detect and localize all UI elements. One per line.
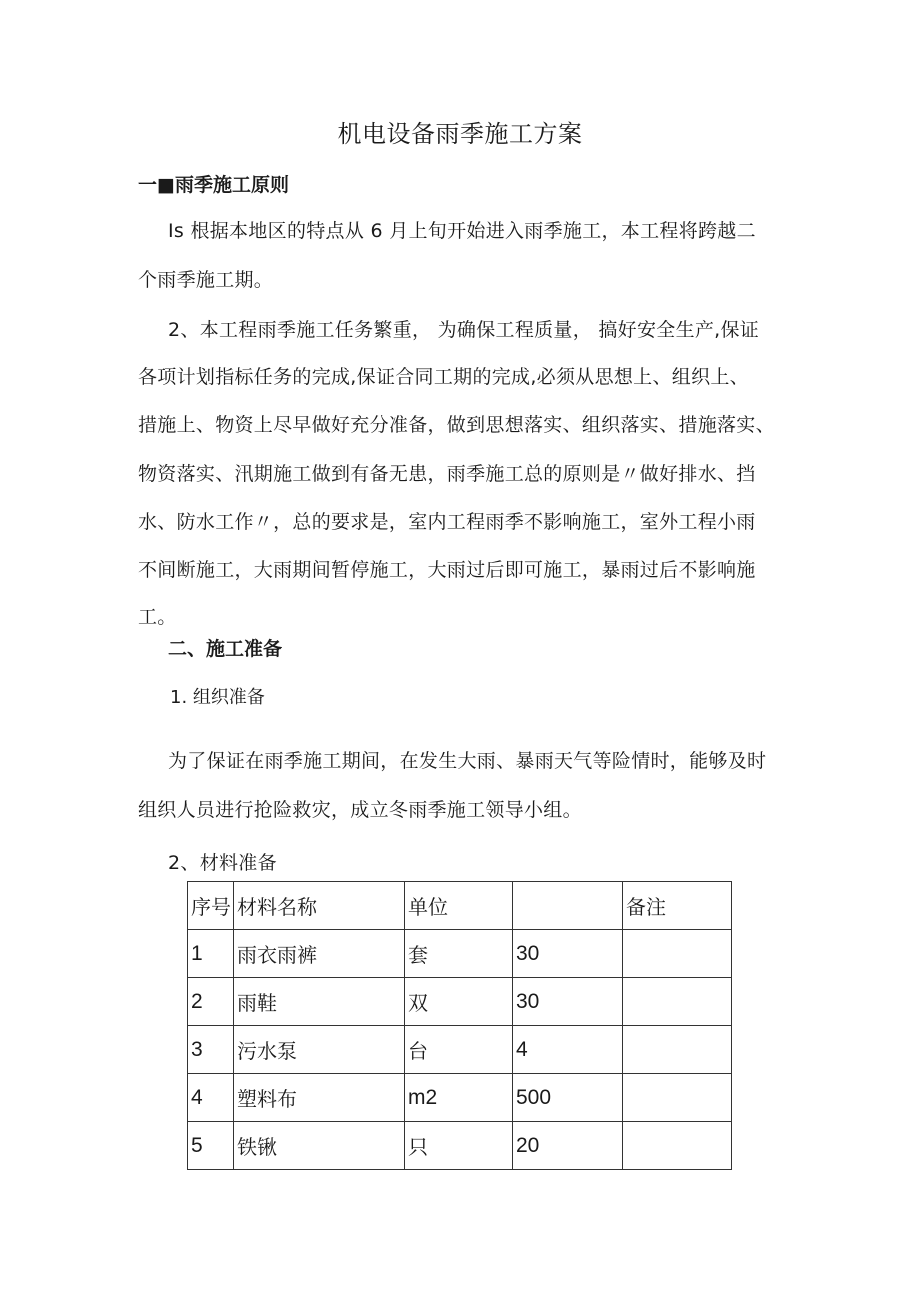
section-2-heading: 二、施工准备	[168, 638, 283, 660]
subsection-heading: 2、材料准备	[168, 852, 277, 874]
table-cell	[623, 1122, 732, 1170]
header-cell: 材料名称	[234, 882, 405, 930]
paragraph-line: 组织人员进行抢险救灾，成立冬雨季施工领导小组。	[138, 799, 582, 821]
table-cell: 500	[513, 1074, 623, 1122]
section-1-heading: 一■雨季施工原则	[138, 174, 289, 196]
table-cell: 双	[405, 978, 513, 1026]
table-cell: 4	[513, 1026, 623, 1074]
table-cell: 3	[188, 1026, 234, 1074]
table-cell: 台	[405, 1026, 513, 1074]
table-cell: 30	[513, 930, 623, 978]
table-cell	[623, 1074, 732, 1122]
table-cell: 2	[188, 978, 234, 1026]
paragraph-line: 不间断施工，大雨期间暂停施工，大雨过后即可施工，暴雨过后不影响施	[138, 559, 756, 581]
table-header-row	[188, 882, 732, 930]
table-row	[188, 1074, 732, 1122]
table-cell: 4	[188, 1074, 234, 1122]
table-cell: 20	[513, 1122, 623, 1170]
table-cell: 1	[188, 930, 234, 978]
header-cell: 单位	[405, 882, 513, 930]
materials-table	[187, 881, 732, 1170]
paragraph-line: 各项计划指标任务的完成,保证合同工期的完成,必须从思想上、组织上、	[138, 366, 749, 388]
table-cell: 套	[405, 930, 513, 978]
table-cell: 只	[405, 1122, 513, 1170]
paragraph-line: 个雨季施工期。	[138, 269, 274, 291]
header-cell: 备注	[623, 882, 732, 930]
paragraph-line: 物资落实、汛期施工做到有备无患，雨季施工总的原则是〃做好排水、挡	[138, 463, 756, 485]
subsection-heading: 1. 组织准备	[170, 687, 265, 708]
table-cell	[623, 930, 732, 978]
paragraph-line: 2、本工程雨季施工任务繁重， 为确保工程质量， 搞好安全生产,保证	[168, 319, 760, 341]
table-cell: 5	[188, 1122, 234, 1170]
paragraph-line: Is 根据本地区的特点从 6 月上旬开始进入雨季施工，本工程将跨越二	[168, 220, 756, 242]
paragraph-line: 为了保证在雨季施工期间，在发生大雨、暴雨天气等险情时，能够及时	[168, 750, 767, 772]
table-row	[188, 978, 732, 1026]
document-title: 机电设备雨季施工方案	[337, 120, 583, 148]
header-cell: 序号	[188, 882, 234, 930]
table-cell: 30	[513, 978, 623, 1026]
table-cell	[623, 1026, 732, 1074]
table-cell: 塑料布	[234, 1074, 405, 1122]
table-cell: 铁锹	[234, 1122, 405, 1170]
paragraph-line: 水、防水工作〃，总的要求是，室内工程雨季不影响施工，室外工程小雨	[138, 511, 756, 533]
paragraph-line: 措施上、物资上尽早做好充分准备，做到思想落实、组织落实、措施落实、	[138, 414, 775, 436]
table-row	[188, 1026, 732, 1074]
table-cell	[623, 978, 732, 1026]
table-cell: 雨衣雨裤	[234, 930, 405, 978]
table-cell: 污水泵	[234, 1026, 405, 1074]
table-row	[188, 1122, 732, 1170]
table-row	[188, 930, 732, 978]
paragraph-line: 工。	[138, 606, 177, 628]
table-cell: m2	[405, 1074, 513, 1122]
header-cell	[513, 882, 623, 930]
table-cell: 雨鞋	[234, 978, 405, 1026]
